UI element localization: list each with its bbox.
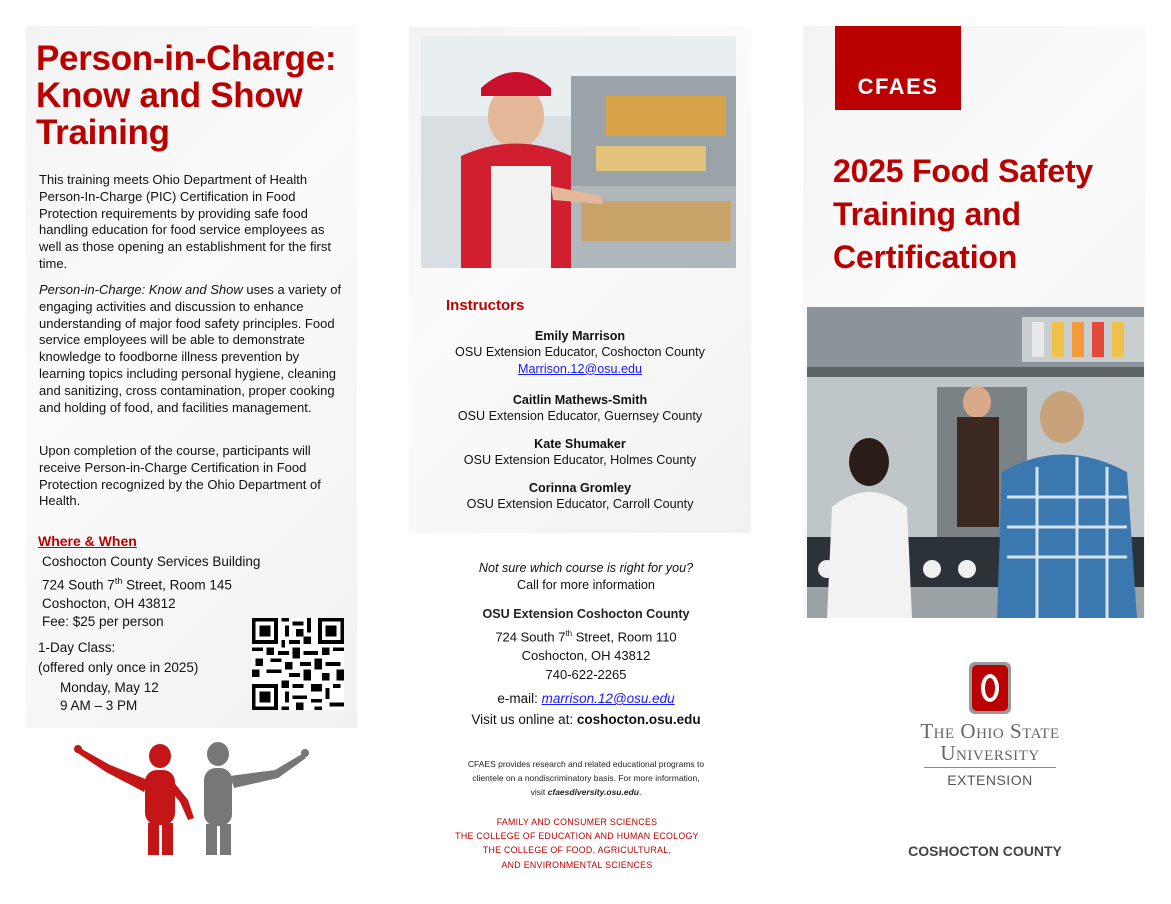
- mannequin-figures-image: [70, 740, 320, 855]
- instructor-caitlin: Caitlin Mathews-Smith OSU Extension Educator, Guernsey County: [457, 393, 703, 424]
- instructor-email-link[interactable]: Marrison.12@osu.edu: [517, 361, 643, 376]
- left-panel: [26, 26, 357, 728]
- county-label: COSHOCTON COUNTY: [908, 843, 1062, 859]
- office-address: OSU Extension Coshocton County 724 South 7th Street, Room 110 Coshocton, OH 43812 740-622-2265: [482, 607, 690, 683]
- instructor-emily: Emily Marrison OSU Extension Educator, Coshocton County Marrison.12@osu.edu: [455, 329, 705, 376]
- block-o-icon: [969, 662, 1011, 714]
- osu-extension-logo: The Ohio State University EXTENSION: [890, 720, 1090, 788]
- online-contact: e-mail: marrison.12@osu.edu Visit us online at: coshocton.osu.edu: [471, 691, 701, 727]
- location-info: Coshocton County Services Building 724 South 7th Street, Room 145 Coshocton, OH 43812 Fee: $25 per person: [42, 554, 261, 630]
- description-paragraph: Person-in-Charge: Know and Show uses a variety of engaging activities and discussion to enhance understanding of major food safety principles. Food service employees will be able to demonstrate knowledge to foodborne illness prevention by learning topics including personal hygiene, cleaning and sanitizing, cross contamination, proper cooking and holding of food, and facilities management.: [39, 282, 342, 415]
- class-schedule: 1-Day Class: (offered only once in 2025) Monday, May 12 9 AM – 3 PM: [38, 640, 199, 713]
- diversity-link[interactable]: cfaesdiversity.osu.edu: [547, 787, 639, 797]
- brochure-title: 2025 Food Safety Training and Certification: [833, 153, 1094, 275]
- instructors-heading: Instructors: [446, 297, 525, 314]
- contact-prompt: Not sure which course is right for you? Call for more information: [478, 561, 694, 592]
- food-service-worker-photo: [421, 36, 736, 268]
- instructor-corinna: Corinna Gromley OSU Extension Educator, Carroll County: [466, 481, 694, 512]
- website-link[interactable]: coshocton.osu.edu: [576, 712, 701, 727]
- qr-code-icon[interactable]: [248, 618, 348, 710]
- where-when-heading: Where & When: [38, 533, 137, 549]
- certification-paragraph: Upon completion of the course, participants will receive Person-in-Charge Certification in Food Protection recognized by the Ohio Department of Health.: [39, 443, 321, 509]
- training-title: Person-in-Charge: Know and Show Training: [36, 39, 337, 152]
- cfaes-logo: CFAES: [835, 26, 961, 110]
- nondiscrimination-statement: CFAES provides research and related educational programs to clientele on a nondiscriminatory basis. For more information, visit cfaesdiversity.osu.edu.: [467, 759, 705, 797]
- middle-panel: [409, 27, 751, 533]
- email-link[interactable]: marrison.12@osu.edu: [541, 691, 675, 706]
- intro-paragraph: This training meets Ohio Department of Health Person-In-Charge (PIC) Certification in Food Protection requirements by providing safe food handling education for food service employees as well as those opening an establishment for the first time.: [39, 172, 331, 271]
- college-list: FAMILY AND CONSUMER SCIENCES THE COLLEGE OF EDUCATION AND HUMAN ECOLOGY THE COLLEGE OF FOOD, AGRICULTURAL, AND ENVIRONMENTAL SCIENCES: [455, 817, 699, 870]
- food-truck-photo: [807, 307, 1144, 618]
- instructor-kate: Kate Shumaker OSU Extension Educator, Holmes County: [463, 437, 697, 468]
